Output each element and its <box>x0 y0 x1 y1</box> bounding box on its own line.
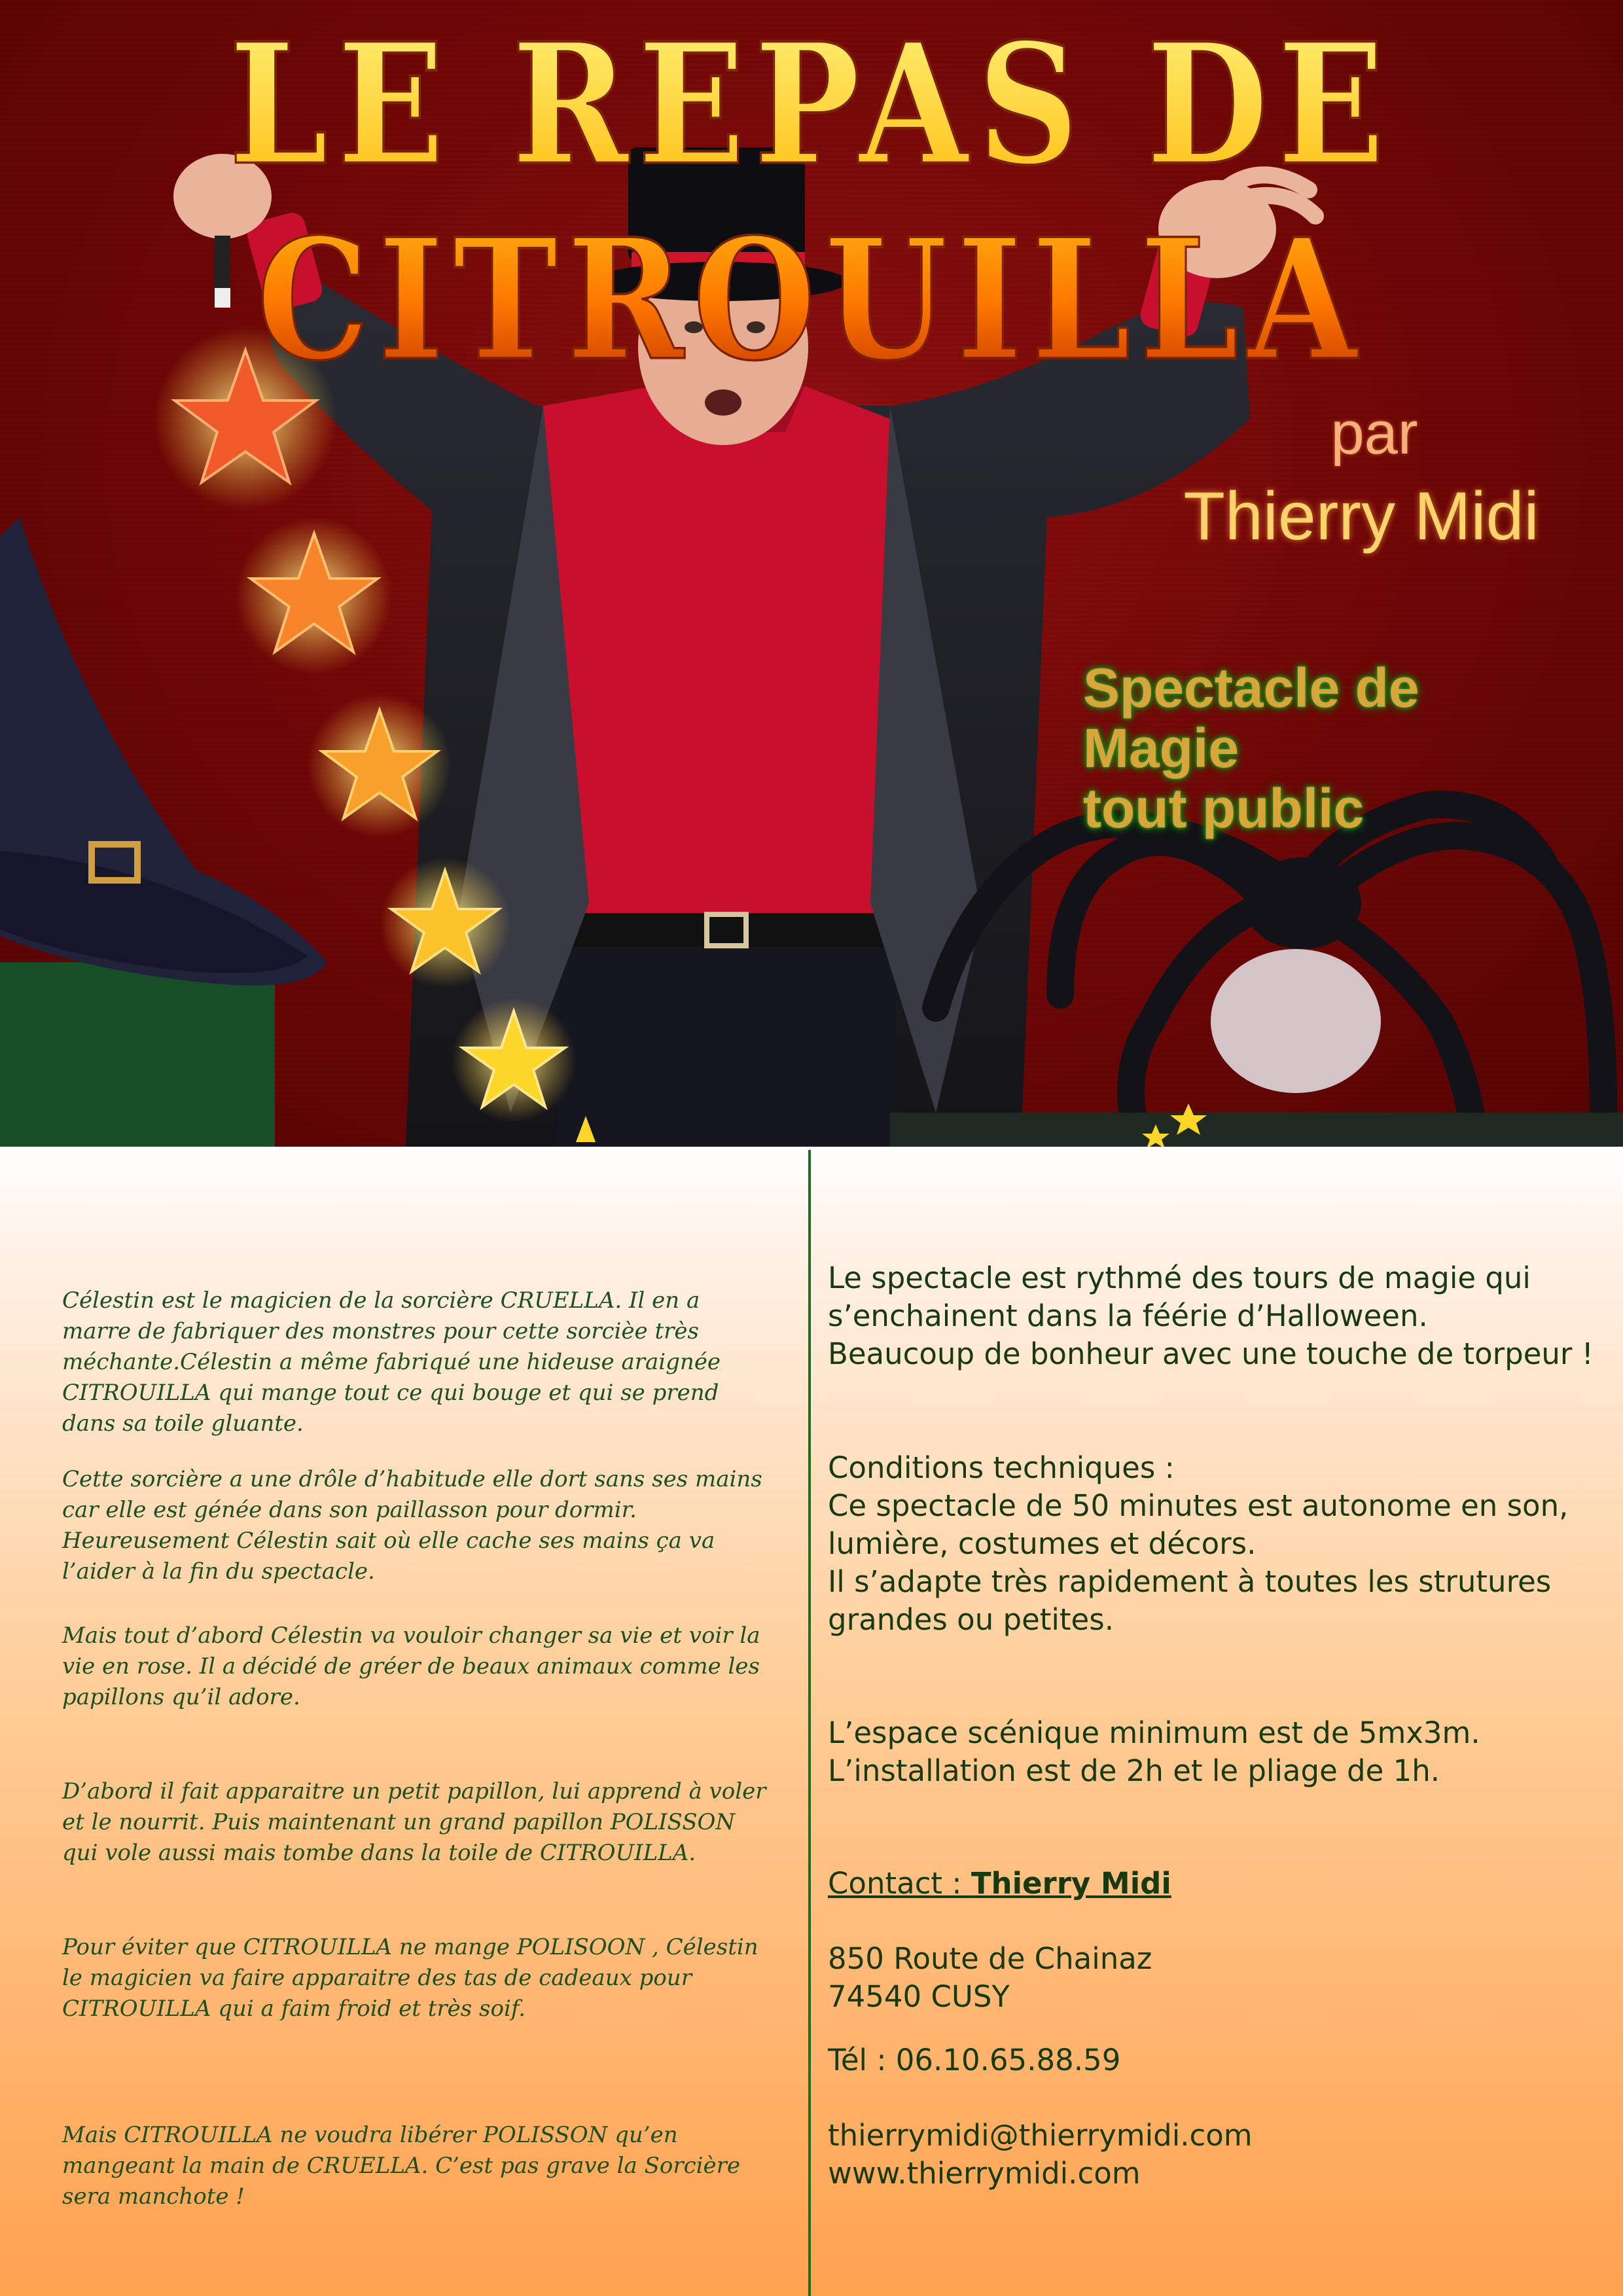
show-type-line1: Spectacle de Magie <box>1083 657 1419 779</box>
technical-conditions-block: Conditions techniques : Ce spectacle de 50 minutes est autonome en son, lumière, costumes et décors. Il s’adapte très rapidement à toutes les strutures grandes ou petites. <box>828 1450 1569 1637</box>
address-street: 850 Route de Chainaz <box>828 1941 1152 1976</box>
contact-heading <box>828 1865 1600 1903</box>
story-paragraph: Mais tout d’abord Célestin va vouloir changer sa vie et voir la vie en rose. Il a décidé de gréer de beaux animaux comme les papillons qu’il adore. <box>62 1623 760 1710</box>
show-type-badge <box>1083 658 1580 838</box>
address-city: 74540 CUSY <box>828 1979 1010 2014</box>
phone-number: Tél : 06.10.65.88.59 <box>828 2043 1121 2077</box>
story-paragraph: Pour éviter que CITROUILLA ne mange POLISOON , Célestin le magicien va faire apparaitre des tas de cadeaux pour CITROUILLA qui a faim froid et très soif. <box>62 1934 758 2022</box>
poster-title: LE REPAS DE CITROUILLA <box>0 7 1623 397</box>
spider-table <box>890 1113 1623 1147</box>
story-paragraph: Cette sorcière a une drôle d’habitude elle dort sans ses mains car elle est génée dans son paillasson pour dormir. Heureusement Célestin sait où elle cache ses mains ça va l’aider à la fin du spectacle. <box>62 1466 762 1585</box>
show-type-line2: tout public <box>1083 778 1364 839</box>
contact-label: Contact : <box>828 1866 971 1901</box>
stage-space-block: L’espace scénique minimum est de 5mx3m. L’installation est de 2h et le pliage de 1h. <box>828 1715 1480 1788</box>
contact-name: Thierry Midi <box>971 1866 1171 1901</box>
intro-block: Le spectacle est rythmé des tours de magie qui s’enchainent dans la féérie d’Halloween. Beaucoup de bonheur avec une touche de torpeur ! <box>828 1261 1594 1371</box>
address-block <box>828 1940 1600 2016</box>
email-address: thierrymidi@thierrymidi.com <box>828 2118 1253 2153</box>
story-paragraph: Célestin est le magicien de la sorcière CRUELLA. Il en a marre de fabriquer des monstres pour cette sorcièe très méchante.Célestin a même fabriqué une hideuse araignée CITROUILLA qui mange tout ce qui bouge et qui se prend dans sa toile gluante. <box>62 1287 721 1437</box>
column-divider <box>808 1150 811 2296</box>
story-paragraph: D’abord il fait apparaitre un petit papillon, lui apprend à voler et le nourrit. Puis maintenant un grand papillon POLISSON qui vole aussi mais tombe dans la toile de CITROUILLA. <box>62 1778 766 1866</box>
byline-par: par <box>1330 400 1418 467</box>
story-paragraph: Mais CITROUILLA ne voudra libérer POLISSON qu’en mangeant la main de CRUELLA. C’est pas grave la Sorcière sera manchote ! <box>62 2122 741 2210</box>
spider-prop <box>936 804 1603 1126</box>
performer-name: Thierry Midi <box>1183 478 1539 554</box>
flyer-text-section <box>0 1147 1623 2296</box>
poster-banner <box>0 0 1623 1147</box>
web-contact-block <box>828 2117 1600 2193</box>
website-url: www.thierrymidi.com <box>828 2156 1141 2191</box>
